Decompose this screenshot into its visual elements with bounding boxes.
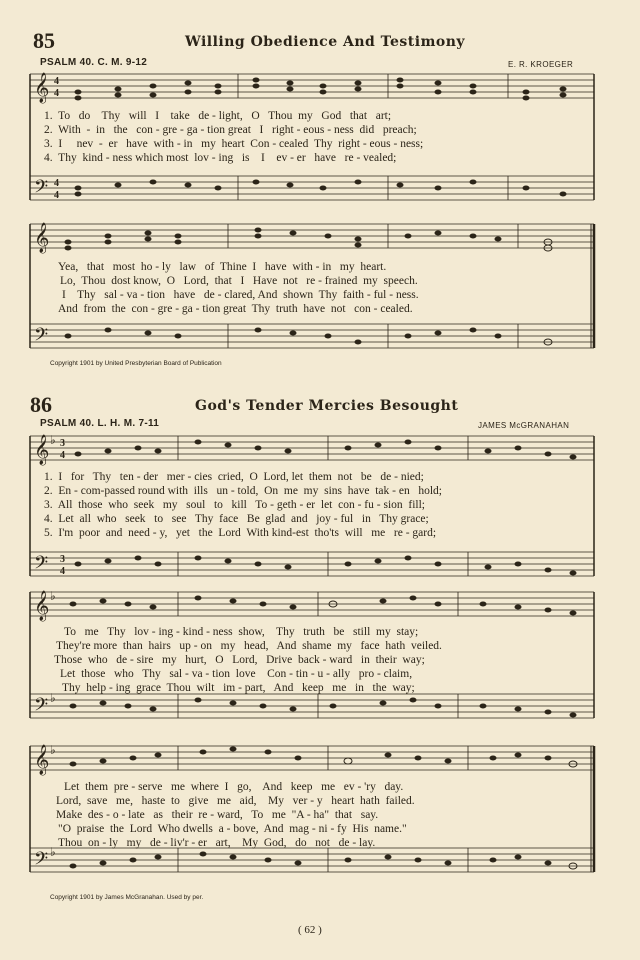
hymn-86-verse-4-line-2: Let those who Thy sal - va - tion love Con - tin - u - ally pro - claim, <box>60 668 413 680</box>
hymn-86-verse-3-line-3: Make des - o - late as their re - ward, To me "A - ha" that say. <box>56 809 379 821</box>
svg-text:𝄞: 𝄞 <box>34 73 50 102</box>
hymn-86-title: God's Tender Mercies Besought <box>195 398 459 414</box>
hymn-85-number: 85 <box>33 28 55 53</box>
svg-text:4: 4 <box>54 88 59 99</box>
hymn-86-verse-1-line-1: 1. I for Thy ten - der mer - cies cried, O Lord, let them not be de - nied; <box>44 471 424 483</box>
hymn-86-meter: PSALM 40. L. H. M. 7-11 <box>40 418 160 429</box>
svg-text:𝄢: 𝄢 <box>34 848 49 873</box>
svg-text:𝄢: 𝄢 <box>34 694 49 719</box>
hymn-86-verse-3-line-2: Those who de - sire my hurt, O Lord, Drive back - ward in their way; <box>54 654 425 666</box>
svg-text:♭: ♭ <box>50 743 56 757</box>
hymn-85-verse-4-line-2: And from the con - gre - ga - tion great Thy truth have not con - cealed. <box>58 303 413 315</box>
hymn-86-verse-1-line-3: Let them pre - serve me where I go, And keep me ev - 'ry day. <box>64 781 404 793</box>
hymn-86-verse-5-line-2: Thy help - ing grace Thou wilt im - part, And keep me in the way; <box>62 682 415 694</box>
svg-text:♭: ♭ <box>50 845 56 859</box>
hymn-86-verse-5-line-1: 5. I'm poor and need - y, yet the Lord With kind-est tho'ts will me re - gard; <box>44 527 437 539</box>
page-number: ( 62 ) <box>298 924 322 936</box>
hymn-86-number: 86 <box>30 392 52 417</box>
hymn-86-composer: JAMES McGRANAHAN <box>478 421 570 430</box>
svg-text:𝄢: 𝄢 <box>34 324 49 349</box>
hymn-85-verse-2-line-1: 2. With - in the con - gre - ga - tion great I right - eous - ness did preach; <box>44 124 417 136</box>
svg-text:4: 4 <box>54 178 59 189</box>
svg-text:4: 4 <box>60 450 65 461</box>
hymn-85-verse-3-line-1: 3. I nev - er have with - in my heart Con - cealed Thy right - eous - ness; <box>44 138 424 150</box>
svg-text:♭: ♭ <box>50 589 56 603</box>
svg-text:𝄞: 𝄞 <box>34 591 50 620</box>
svg-text:♭: ♭ <box>50 691 56 705</box>
hymn-86-verse-2-line-3: Lord, save me, haste to give me aid, My ver - y heart hath failed. <box>56 795 415 807</box>
hymn-86-verse-2-line-1: 2. En - com-passed round with ills un - told, On me my sins have tak - en hold; <box>44 485 442 497</box>
hymn-86-verse-5-line-3: Thou on - ly my de - liv'r - er art, My God, do not de - lay. <box>58 837 376 849</box>
svg-text:♭: ♭ <box>50 433 56 447</box>
hymn-86-verse-2-line-2: They're more than hairs up - on my head, And shame my face hath veiled. <box>56 640 442 652</box>
hymn-85-verse-1-line-1: 1. To do Thy will I take de - light, O Thou my God that art; <box>44 110 392 122</box>
hymn-85-verse-1-line-2: Yea, that most ho - ly law of Thine I have with - in my heart. <box>58 261 387 273</box>
hymn-85-verse-2-line-2: Lo, Thou dost know, O Lord, that I Have not re - frained my speech. <box>60 275 418 287</box>
hymn-85-meter: PSALM 40. C. M. 9-12 <box>40 57 148 68</box>
hymn-86-verse-3-line-1: 3. All those who seek my soul to kill To - geth - er let con - fu - sion fill; <box>44 499 425 511</box>
hymn-85-verse-3-line-2: I Thy sal - va - tion have de - clared, And shown Thy faith - ful - ness. <box>62 289 419 301</box>
hymn-86-verse-4-line-3: "O praise the Lord Who dwells a - bove, And mag - ni - fy His name." <box>58 823 407 835</box>
hymn-85-composer: E. R. KROEGER <box>508 60 574 69</box>
hymn-85-verse-4-line-1: 4. Thy kind - ness which most lov - ing is I ev - er have re - vealed; <box>44 152 397 164</box>
hymn-85-title: Willing Obedience And Testimony <box>185 34 466 50</box>
hymn-86-verse-4-line-1: 4. Let all who seek to see Thy face Be glad and joy - ful in Thy grace; <box>44 513 429 525</box>
svg-text:3: 3 <box>60 438 65 449</box>
svg-text:𝄞: 𝄞 <box>34 223 50 252</box>
svg-text:4: 4 <box>54 76 59 87</box>
hymn-86-copyright: Copyright 1901 by James McGranahan. Used by per. <box>50 894 204 901</box>
svg-text:𝄢: 𝄢 <box>34 552 49 577</box>
svg-text:𝄞: 𝄞 <box>34 745 50 774</box>
svg-text:3: 3 <box>60 554 65 565</box>
svg-text:4: 4 <box>60 566 65 577</box>
svg-text:𝄢: 𝄢 <box>34 176 49 201</box>
hymn-86-verse-1-line-2: To me Thy lov - ing - kind - ness show, Thy truth be still my stay; <box>64 626 419 638</box>
hymn-85-copyright: Copyright 1901 by United Presbyterian Board of Publication <box>50 360 222 367</box>
svg-text:4: 4 <box>54 190 59 201</box>
svg-text:𝄞: 𝄞 <box>34 435 50 464</box>
